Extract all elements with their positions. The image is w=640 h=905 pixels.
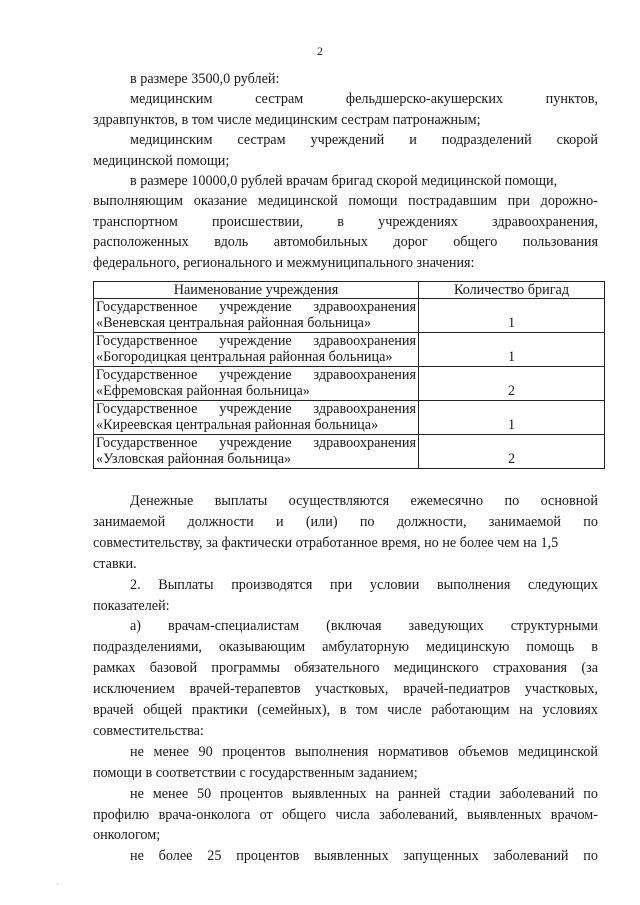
text-line: медицинским сестрам фельдшерско-акушерских пунктов,	[130, 91, 598, 108]
table-row	[94, 435, 605, 469]
text-line: занимаемой должности и (или) по должности, занимаемой по	[93, 513, 598, 530]
scan-speck: ·	[56, 880, 59, 889]
text-line: рамках базовой программы обязательного медицинского страхования (за	[93, 660, 598, 677]
header-brigade-count: Количество бригад	[419, 282, 605, 299]
table-row	[94, 401, 605, 435]
text-line: совместительству, за фактически отработанное время, но не более чем на 1,5	[93, 534, 559, 551]
brigade-count: 2	[419, 367, 605, 401]
institution-name: «Ефремовская районная больница»	[96, 383, 310, 399]
institution-name-cell	[94, 299, 419, 333]
text-line: совместительства:	[93, 722, 204, 739]
text-line: медицинской помощи;	[93, 152, 230, 169]
text-line: подразделениями, оказывающим амбулаторную медицинскую помощь в	[93, 639, 598, 656]
text-line: медицинским сестрам учреждений и подразделений скорой	[130, 132, 598, 149]
institution-type: Государственное учреждение здравоохранения	[96, 333, 416, 349]
table-header-row	[94, 282, 605, 299]
institution-name-cell	[94, 333, 419, 367]
text-line: не менее 50 процентов выявленных на ранней стадии заболеваний по	[130, 785, 598, 802]
text-line: Денежные выплаты осуществляются ежемесячно по основной	[130, 493, 598, 509]
brigade-count: 2	[419, 435, 605, 469]
page-number: 2	[317, 44, 323, 58]
text-line: федерального, регионального и межмуниципального значения:	[93, 254, 475, 271]
institution-name: «Киреевская центральная районная больница»	[96, 417, 379, 433]
brigade-count: 1	[419, 401, 605, 435]
institutions-table	[93, 281, 605, 469]
text-line: в размере 10000,0 рублей врачам бригад скорой медицинской помощи,	[130, 173, 558, 189]
brigade-count: 1	[419, 299, 605, 333]
header-institution-name: Наименование учреждения	[94, 282, 419, 299]
text-line: расположенных вдоль автомобильных дорог общего пользования	[93, 234, 598, 251]
text-line: профилю врача-онколога от общего числа заболеваний, выявленных врачом-	[93, 806, 598, 823]
institution-name: «Веневская центральная районная больница»	[96, 315, 372, 331]
institution-type: Государственное учреждение здравоохранения	[96, 299, 416, 315]
text-line: здравпунктов, в том числе медицинским сестрам патронажным;	[93, 111, 481, 128]
text-line: транспортном происшествии, в учреждениях здравоохранения,	[93, 213, 598, 230]
table-row	[94, 367, 605, 401]
text-line: онкологом;	[93, 827, 161, 844]
brigade-count: 1	[419, 333, 605, 367]
institution-name-cell	[94, 367, 419, 401]
text-line: показателей:	[93, 597, 170, 614]
text-line: врачей общей практики (семейных), в том числе работающим на условиях	[93, 702, 598, 718]
text-line: 2. Выплаты производятся при условии выполнения следующих	[130, 576, 598, 593]
text-line: исключением врачей-терапевтов участковых, врачей-педиатров участковых,	[93, 681, 598, 698]
text-line: не более 25 процентов выявленных запущенных заболеваний по	[130, 848, 598, 865]
institution-type: Государственное учреждение здравоохранения	[96, 435, 416, 451]
text-line: помощи в соответствии с государственным заданием;	[93, 764, 418, 781]
table-row	[94, 333, 605, 367]
institution-name-cell	[94, 401, 419, 435]
institution-name: «Богородицкая центральная районная больница»	[96, 349, 393, 365]
text-line: а) врачам-специалистам (включая заведующих структурными	[130, 618, 598, 635]
table-row	[94, 299, 605, 333]
institution-name-cell	[94, 435, 419, 469]
institution-type: Государственное учреждение здравоохранения	[96, 367, 416, 383]
text-line: в размере 3500,0 рублей:	[130, 71, 280, 87]
text-line: ставки.	[93, 555, 137, 572]
text-line: не менее 90 процентов выполнения нормативов объемов медицинской	[130, 743, 598, 760]
institution-type: Государственное учреждение здравоохранения	[96, 401, 416, 417]
text-line: выполняющим оказание медицинской помощи пострадавшим при дорожно-	[93, 193, 598, 210]
institution-name: «Узловская районная больница»	[96, 451, 292, 467]
